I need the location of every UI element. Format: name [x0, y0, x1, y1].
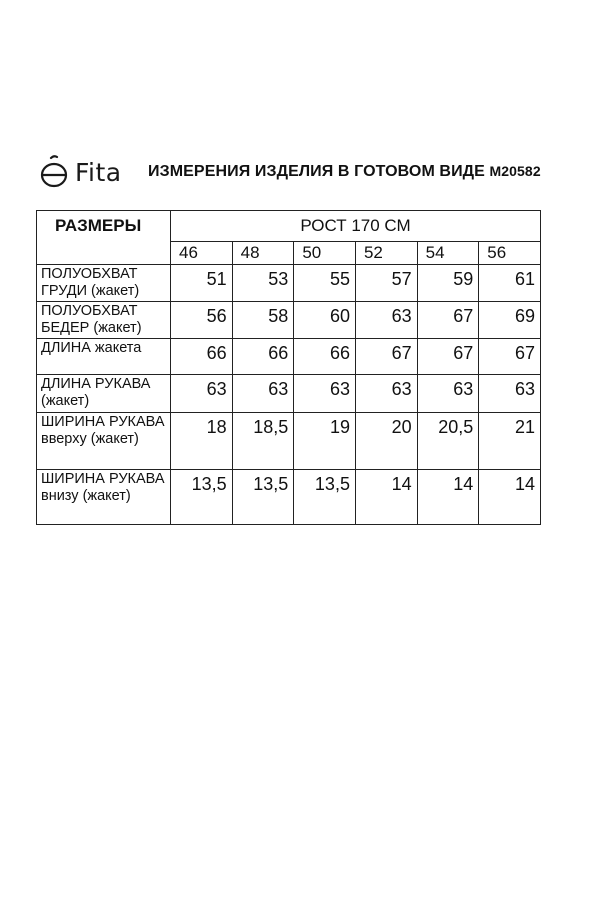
table-cell: 67 — [479, 339, 541, 375]
brand-logo — [37, 152, 122, 192]
table-cell: 66 — [294, 339, 356, 375]
table-cell: 19 — [294, 413, 356, 470]
table-row — [37, 339, 541, 375]
row-label: ПОЛУОБХВАТ ГРУДИ (жакет) — [37, 265, 171, 302]
table-cell: 63 — [417, 375, 479, 413]
table-cell: 21 — [479, 413, 541, 470]
table-cell: 63 — [355, 375, 417, 413]
row-label: ДЛИНА жакета — [37, 339, 171, 375]
table-row — [37, 413, 541, 470]
row-label: ШИРИНА РУКАВА внизу (жакет) — [37, 470, 171, 525]
table-row — [37, 375, 541, 413]
row-label: ШИРИНА РУКАВА вверху (жакет) — [37, 413, 171, 470]
table-cell: 13,5 — [294, 470, 356, 525]
table-cell: 67 — [417, 302, 479, 339]
model-code: M20582 — [489, 163, 541, 179]
fita-logo-icon — [37, 155, 71, 189]
table-row — [37, 470, 541, 525]
table-row — [37, 302, 541, 339]
table-cell: 69 — [479, 302, 541, 339]
table-cell: 18 — [171, 413, 233, 470]
table-cell: 14 — [479, 470, 541, 525]
size-header: 46 — [171, 242, 233, 265]
table-cell: 18,5 — [232, 413, 294, 470]
table-cell: 58 — [232, 302, 294, 339]
table-cell: 20 — [355, 413, 417, 470]
table-cell: 61 — [479, 265, 541, 302]
size-header: 50 — [294, 242, 356, 265]
table-cell: 63 — [171, 375, 233, 413]
sizes-header: РАЗМЕРЫ — [37, 211, 171, 265]
table-header-row — [37, 211, 541, 242]
row-label: ПОЛУОБХВАТ БЕДЕР (жакет) — [37, 302, 171, 339]
size-header: 54 — [417, 242, 479, 265]
table-cell: 13,5 — [171, 470, 233, 525]
table-cell: 55 — [294, 265, 356, 302]
height-header: РОСТ 170 СМ — [171, 211, 541, 242]
table-row — [37, 265, 541, 302]
table-cell: 20,5 — [417, 413, 479, 470]
table-cell: 14 — [355, 470, 417, 525]
row-label: ДЛИНА РУКАВА (жакет) — [37, 375, 171, 413]
brand-name: Fita — [75, 157, 122, 187]
table-cell: 66 — [171, 339, 233, 375]
table-cell: 63 — [355, 302, 417, 339]
table-cell: 66 — [232, 339, 294, 375]
table-cell: 67 — [417, 339, 479, 375]
size-header: 52 — [355, 242, 417, 265]
table-cell: 51 — [171, 265, 233, 302]
table-cell: 53 — [232, 265, 294, 302]
table-cell: 63 — [232, 375, 294, 413]
table-cell: 13,5 — [232, 470, 294, 525]
table-cell: 59 — [417, 265, 479, 302]
header — [37, 152, 577, 192]
table-cell: 57 — [355, 265, 417, 302]
table-cell: 63 — [294, 375, 356, 413]
size-header: 56 — [479, 242, 541, 265]
table-cell: 56 — [171, 302, 233, 339]
size-header: 48 — [232, 242, 294, 265]
table-cell: 63 — [479, 375, 541, 413]
title-text: ИЗМЕРЕНИЯ ИЗДЕЛИЯ В ГОТОВОМ ВИДЕ — [148, 163, 485, 180]
table-cell: 60 — [294, 302, 356, 339]
table-cell: 14 — [417, 470, 479, 525]
table-cell: 67 — [355, 339, 417, 375]
size-table — [36, 210, 541, 525]
page-title — [148, 163, 541, 181]
